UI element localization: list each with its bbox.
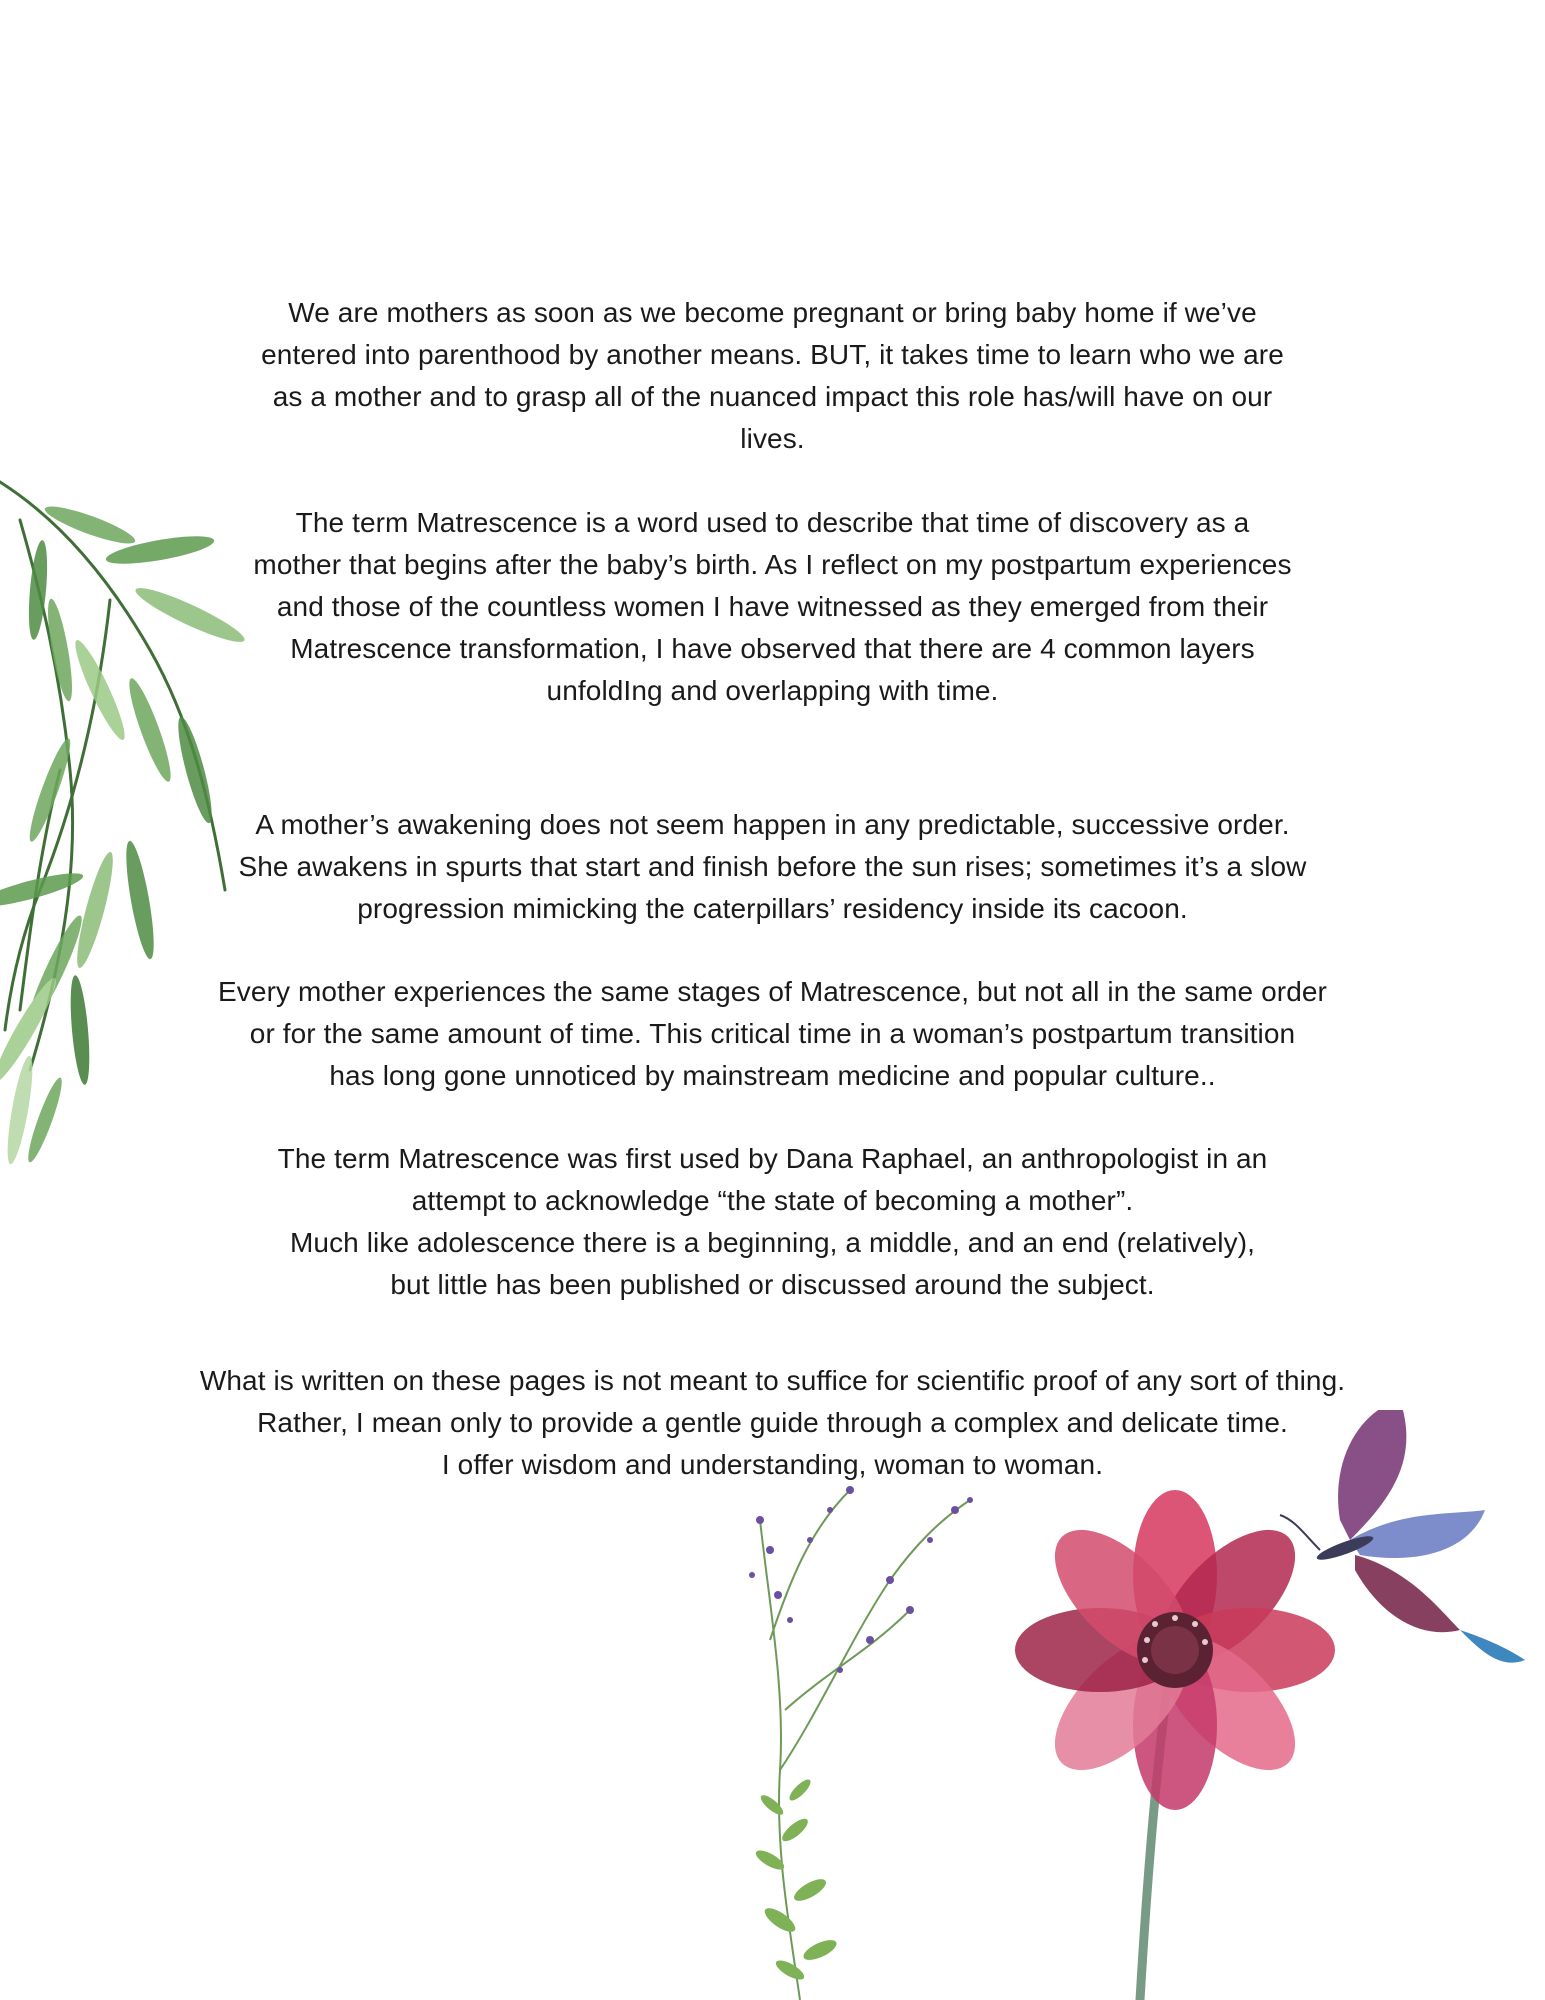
text-line: The term Matrescence was first used by Dana Raphael, an anthropologist in an <box>277 1143 1268 1174</box>
paragraph-1 <box>0 292 1545 460</box>
text-line: Every mother experiences the same stages of Matrescence, but not all in the same order <box>218 976 1327 1007</box>
text-line: has long gone unnoticed by mainstream medicine and popular culture.. <box>329 1060 1216 1091</box>
purple-wildflower-sprig-illustration <box>749 1486 973 2000</box>
text-line: She awakens in spurts that start and finish before the sun rises; sometimes it’s a slow <box>238 851 1307 882</box>
text-line: Rather, I mean only to provide a gentle guide through a complex and delicate time. <box>257 1407 1288 1438</box>
text-line: Matrescence transformation, I have observed that there are 4 common layers <box>290 633 1255 664</box>
paragraph-3 <box>0 804 1545 930</box>
text-line: Much like adolescence there is a beginning, a middle, and an end (relatively), <box>289 1227 1256 1258</box>
text-line: but little has been published or discussed around the subject. <box>390 1269 1155 1300</box>
text-line: as a mother and to grasp all of the nuanced impact this role has/will have on our <box>272 381 1273 412</box>
paragraph-6 <box>0 1360 1545 1486</box>
text-line: and those of the countless women I have witnessed as they emerged from their <box>276 591 1269 622</box>
text-line: We are mothers as soon as we become pregnant or bring baby home if we’ve <box>288 297 1257 328</box>
text-line: I offer wisdom and understanding, woman to woman. <box>441 1449 1104 1480</box>
text-line: entered into parenthood by another means. BUT, it takes time to learn who we are <box>261 339 1284 370</box>
paragraph-4 <box>0 971 1545 1097</box>
text-line: What is written on these pages is not meant to suffice for scientific proof of any sort of thing. <box>199 1365 1346 1396</box>
red-cosmos-flower-illustration <box>1015 1490 1335 2000</box>
text-line: or for the same amount of time. This critical time in a woman’s postpartum transition <box>249 1018 1296 1049</box>
text-line: mother that begins after the baby’s birth. As I reflect on my postpartum experiences <box>253 549 1292 580</box>
text-line: progression mimicking the caterpillars’ residency inside its cacoon. <box>357 893 1188 924</box>
text-line: lives. <box>740 423 805 454</box>
floral-illustration <box>730 1410 1545 2000</box>
text-line: A mother’s awakening does not seem happen in any predictable, successive order. <box>255 809 1290 840</box>
paragraph-5 <box>0 1138 1545 1306</box>
paragraph-2 <box>0 502 1545 712</box>
text-line: unfoldIng and overlapping with time. <box>546 675 999 706</box>
text-line: attempt to acknowledge “the state of becoming a mother”. <box>411 1185 1134 1216</box>
text-line: The term Matrescence is a word used to describe that time of discovery as a <box>295 507 1250 538</box>
